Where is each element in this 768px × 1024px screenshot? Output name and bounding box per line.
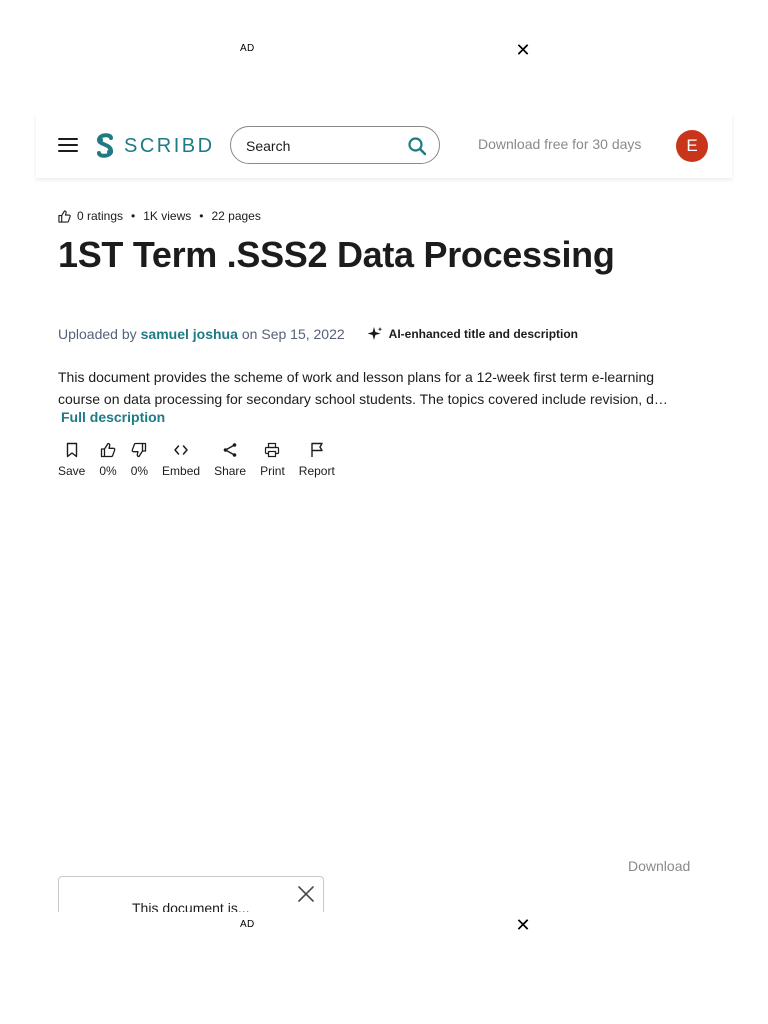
like-percent: 0%	[99, 464, 117, 478]
upload-info	[58, 326, 578, 342]
ai-badge-text: AI-enhanced title and description	[388, 327, 579, 341]
flag-icon	[309, 442, 325, 458]
save-button[interactable]	[58, 442, 85, 478]
thumbs-down-icon	[131, 442, 147, 458]
print-label: Print	[260, 464, 285, 478]
description-text: This document provides the scheme of work and lesson plans for a 12-week first term e-learning course on data processing for secondary school students. The topics covered include revision, d…	[58, 369, 668, 407]
separator-dot: •	[131, 209, 136, 223]
document-title: 1ST Term .SSS2 Data Processing	[58, 234, 615, 275]
author-link[interactable]: samuel joshua	[140, 326, 238, 342]
document-popup	[58, 876, 324, 912]
pages-count: 22 pages	[211, 209, 261, 223]
thumbs-up-icon	[100, 442, 116, 458]
printer-icon	[264, 442, 280, 458]
sparkle-icon	[367, 326, 383, 342]
menu-icon[interactable]	[58, 138, 78, 154]
full-description-link[interactable]: Full description	[61, 409, 166, 425]
search-box[interactable]	[230, 126, 440, 164]
close-ad-icon[interactable]: ✕	[515, 915, 531, 935]
save-label: Save	[58, 464, 86, 478]
share-label: Share	[214, 464, 247, 478]
search-icon[interactable]	[407, 136, 427, 156]
user-avatar[interactable]: E	[676, 130, 708, 162]
scribd-logo[interactable]	[94, 131, 215, 161]
bottom-ad-bar	[0, 912, 768, 1024]
scribd-s-icon	[94, 132, 116, 160]
dislike-percent: 0%	[130, 464, 149, 478]
uploaded-by-label: Uploaded by	[58, 326, 137, 342]
views-count: 1K views	[143, 209, 192, 223]
download-link[interactable]: Download	[628, 858, 691, 874]
separator-dot: •	[199, 209, 204, 223]
logo-text: SCRIBD	[124, 134, 215, 157]
dislike-button[interactable]	[131, 442, 148, 478]
close-ad-icon[interactable]: ✕	[515, 40, 531, 60]
ad-label: AD	[240, 43, 255, 54]
document-actions	[58, 442, 349, 478]
download-trial-link[interactable]: Download free for 30 days	[478, 136, 642, 152]
report-label: Report	[298, 464, 335, 478]
document-stats	[58, 209, 261, 223]
like-button[interactable]	[99, 442, 116, 478]
embed-button[interactable]	[162, 442, 200, 478]
site-header	[36, 114, 732, 178]
code-icon	[173, 442, 189, 458]
document-description	[58, 366, 674, 410]
top-ad-bar	[0, 40, 768, 70]
ad-label: AD	[240, 919, 255, 930]
upload-date: on Sep 15, 2022	[241, 326, 345, 342]
print-button[interactable]	[260, 442, 285, 478]
ratings-count: 0 ratings	[77, 209, 124, 223]
embed-label: Embed	[162, 464, 201, 478]
thumbs-up-icon	[58, 210, 71, 223]
close-icon[interactable]	[297, 885, 315, 903]
share-button[interactable]	[214, 442, 246, 478]
ai-enhanced-badge	[367, 326, 578, 342]
popup-text: This document is...	[132, 900, 250, 912]
bookmark-icon	[64, 442, 80, 458]
report-button[interactable]	[299, 442, 335, 478]
share-icon	[222, 442, 238, 458]
search-input[interactable]	[246, 136, 396, 156]
